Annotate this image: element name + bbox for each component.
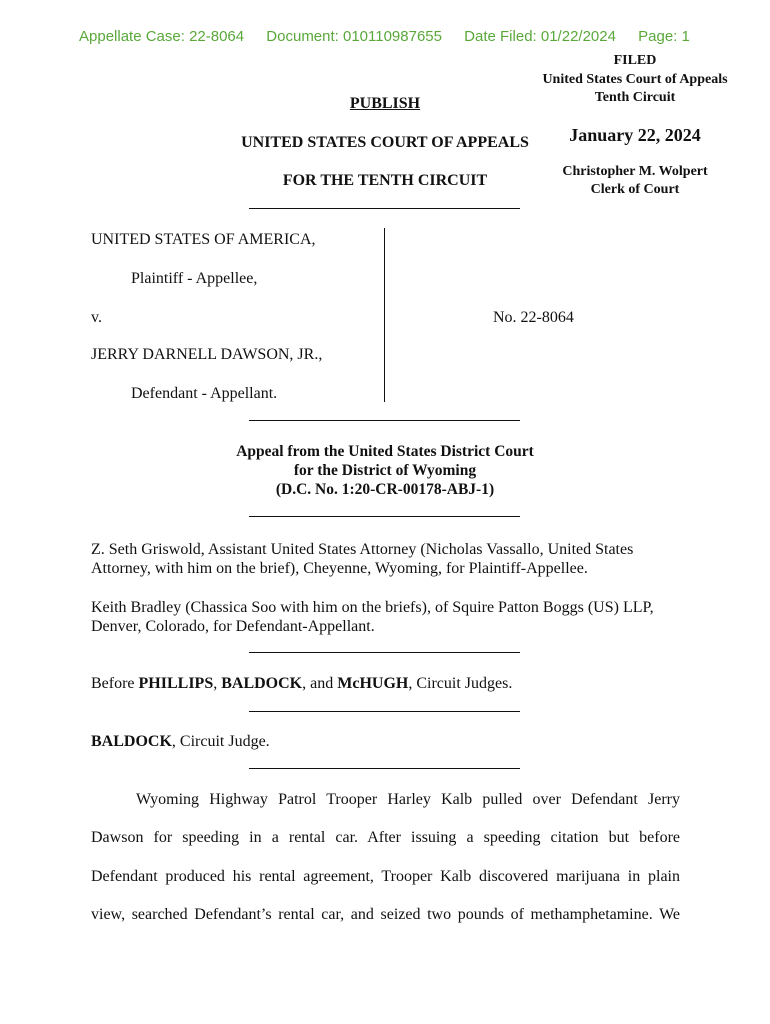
divider xyxy=(249,516,520,517)
opinion-line-4: view, searched Defendant’s rental car, and seized two pounds of methamphetamine. We xyxy=(91,906,680,923)
panel-judge-phillips: PHILLIPS xyxy=(138,675,214,692)
author-suffix: , Circuit Judge. xyxy=(171,733,270,750)
appellant-counsel-line-1: Keith Bradley (Chassica Soo with him on the briefs), of Squire Patton Boggs (US) LLP, xyxy=(91,599,654,616)
filed-court: United States Court of Appeals xyxy=(542,72,728,87)
stamp-page: Page: 1 xyxy=(638,28,690,45)
circuit-title: FOR THE TENTH CIRCUIT xyxy=(282,172,488,189)
filed-date: January 22, 2024 xyxy=(569,125,701,145)
appellant-counsel-line-2: Denver, Colorado, for Defendant-Appellant. xyxy=(91,618,375,635)
appellee-counsel-line-2: Attorney, with him on the brief), Cheyenne, Wyoming, for Plaintiff-Appellee. xyxy=(91,560,588,577)
divider xyxy=(249,420,520,421)
appeal-line-1: Appeal from the United States District Court xyxy=(236,443,534,460)
filing-stamp-header xyxy=(79,28,708,45)
divider xyxy=(249,208,520,209)
panel-line xyxy=(91,675,512,693)
panel-sep: , and xyxy=(302,675,338,692)
opinion-line-3: Defendant produced his rental agreement, Trooper Kalb discovered marijuana in plain xyxy=(91,868,680,885)
opinion-line-1: Wyoming Highway Patrol Trooper Harley Kalb pulled over Defendant Jerry xyxy=(136,791,680,808)
stamp-case: Appellate Case: 22-8064 xyxy=(79,28,245,45)
divider xyxy=(249,652,520,653)
stamp-document: Document: 010110987655 xyxy=(266,28,442,45)
defendant-role: Defendant - Appellant. xyxy=(131,385,278,402)
author-line xyxy=(91,733,270,751)
clerk-name: Christopher M. Wolpert xyxy=(562,164,708,179)
panel-judge-baldock: BALDOCK xyxy=(221,675,303,692)
panel-judge-mchugh: McHUGH xyxy=(337,675,409,692)
plaintiff-name: UNITED STATES OF AMERICA, xyxy=(91,231,316,248)
opinion-line-2: Dawson for speeding in a rental car. After issuing a speeding citation but before xyxy=(91,829,680,846)
appellee-counsel-line-1: Z. Seth Griswold, Assistant United States Attorney (Nicholas Vassallo, United States xyxy=(91,541,634,558)
appeal-line-3: (D.C. No. 1:20-CR-00178-ABJ-1) xyxy=(275,481,495,498)
defendant-name: JERRY DARNELL DAWSON, JR., xyxy=(91,346,323,363)
caption-vertical-divider xyxy=(384,228,385,402)
filed-label: FILED xyxy=(613,53,657,68)
appeal-line-2: for the District of Wyoming xyxy=(293,462,477,479)
versus: v. xyxy=(91,309,102,326)
panel-suffix: , Circuit Judges. xyxy=(408,675,513,692)
plaintiff-role: Plaintiff - Appellee, xyxy=(131,270,258,287)
divider xyxy=(249,711,520,712)
filed-circuit: Tenth Circuit xyxy=(594,90,676,105)
panel-sep: , xyxy=(213,675,222,692)
panel-before: Before xyxy=(91,675,139,692)
author-name: BALDOCK xyxy=(91,733,172,750)
clerk-title: Clerk of Court xyxy=(590,182,680,197)
court-title: UNITED STATES COURT OF APPEALS xyxy=(241,134,529,151)
publish-label: PUBLISH xyxy=(349,95,421,112)
case-number: No. 22-8064 xyxy=(493,309,574,326)
divider xyxy=(249,768,520,769)
stamp-date-filed: Date Filed: 01/22/2024 xyxy=(464,28,616,45)
